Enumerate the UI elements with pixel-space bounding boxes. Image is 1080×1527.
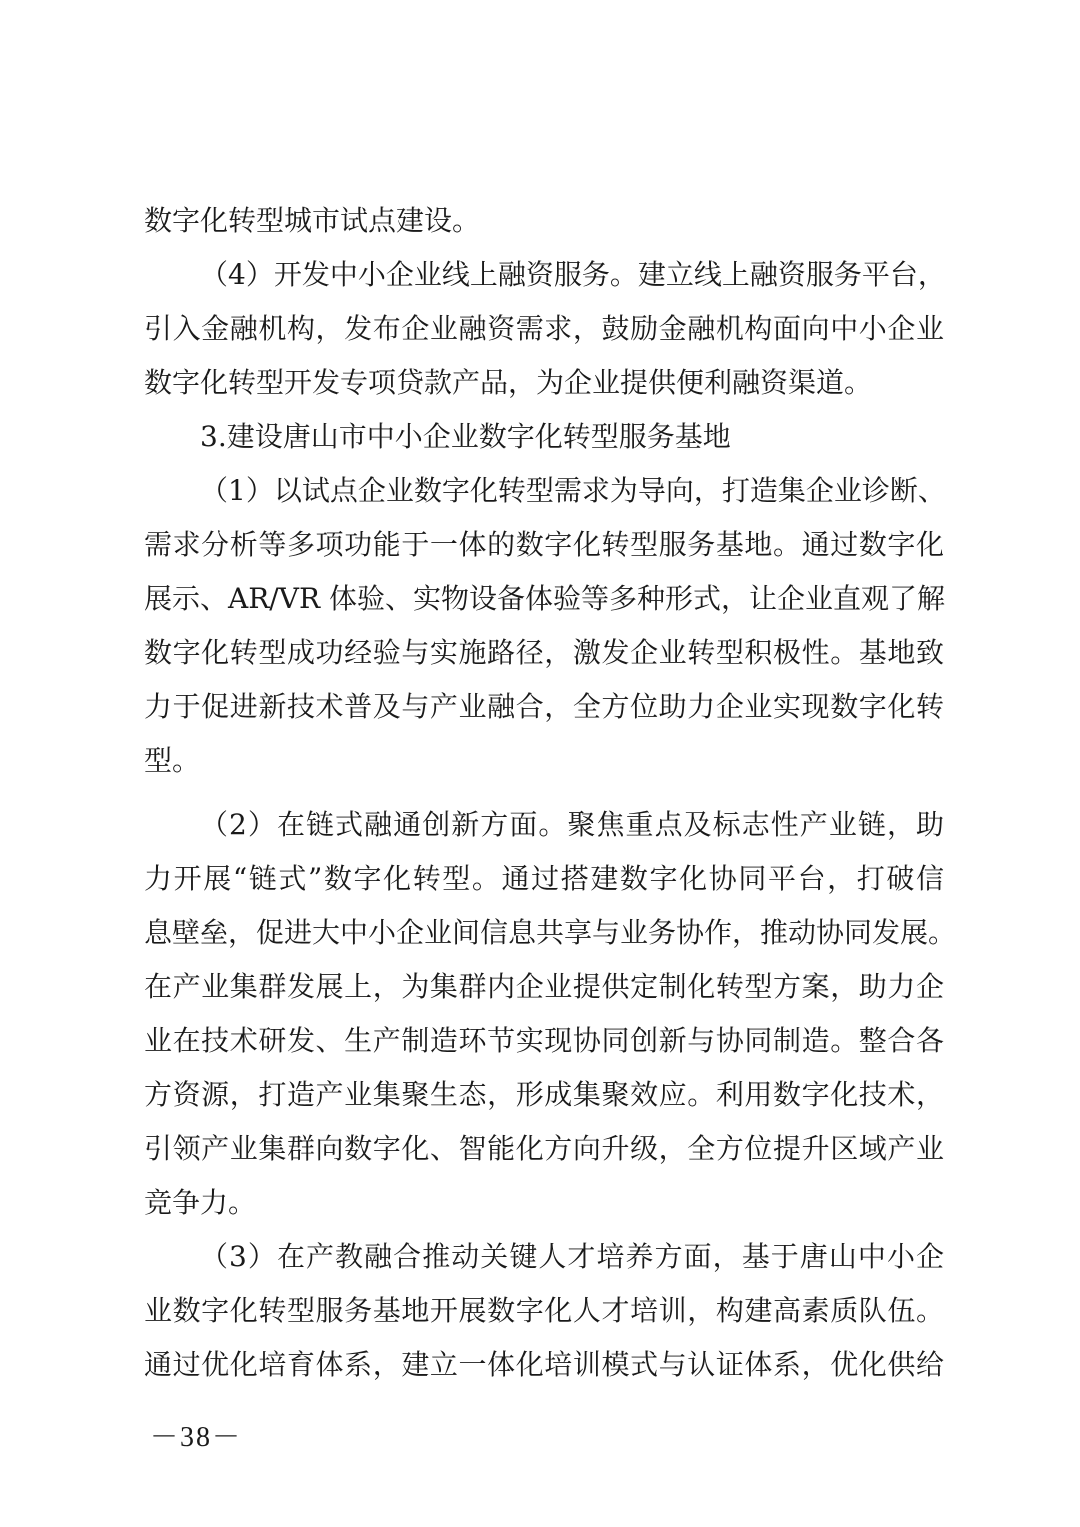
text-line: 数字化转型开发专项贷款产品，为企业提供便利融资渠道。	[144, 366, 873, 399]
text-line: 型。	[144, 744, 201, 777]
text-line: 引入金融机构，发布企业融资需求，鼓励金融机构面向中小企业	[144, 312, 944, 345]
text-line: 引领产业集群向数字化、智能化方向升级，全方位提升区域产业	[144, 1132, 944, 1165]
page-number: －38－	[150, 1422, 243, 1453]
text-line: 展示、AR/VR 体验、实物设备体验等多种形式，让企业直观了解	[144, 582, 945, 615]
text-line: （3）在产教融合推动关键人才培养方面，基于唐山中小企	[200, 1240, 944, 1273]
text-line: 数字化转型成功经验与实施路径，激发企业转型积极性。基地致	[144, 636, 944, 669]
text-line: 方资源，打造产业集聚生态，形成集聚效应。利用数字化技术，	[144, 1078, 944, 1111]
text-line: 力开展“链式”数字化转型。通过搭建数字化协同平台，打破信	[144, 862, 944, 895]
section-heading: 3.建设唐山市中小企业数字化转型服务基地	[200, 420, 731, 453]
text-line: 息壁垒，促进大中小企业间信息共享与业务协作，推动协同发展。	[144, 916, 957, 949]
text-line: 竞争力。	[144, 1186, 257, 1219]
body-text	[144, 194, 957, 1392]
text-line: 在产业集群发展上，为集群内企业提供定制化转型方案，助力企	[144, 970, 944, 1003]
text-line: 通过优化培育体系，建立一体化培训模式与认证体系，优化供给	[144, 1348, 944, 1381]
text-line: 力于促进新技术普及与产业融合，全方位助力企业实现数字化转	[144, 690, 944, 723]
text-line: （4）开发中小企业线上融资服务。建立线上融资服务平台，	[200, 258, 946, 291]
text-line: 需求分析等多项功能于一体的数字化转型服务基地。通过数字化	[144, 528, 944, 561]
text-line: 业数字化转型服务基地开展数字化人才培训，构建高素质队伍。	[144, 1294, 944, 1327]
text-line: 数字化转型城市试点建设。	[144, 204, 481, 237]
text-line: （2）在链式融通创新方面。聚焦重点及标志性产业链，助	[200, 808, 944, 841]
text-line: （1）以试点企业数字化转型需求为导向，打造集企业诊断、	[200, 474, 946, 507]
text-line: 业在技术研发、生产制造环节实现协同创新与协同制造。整合各	[144, 1024, 944, 1057]
